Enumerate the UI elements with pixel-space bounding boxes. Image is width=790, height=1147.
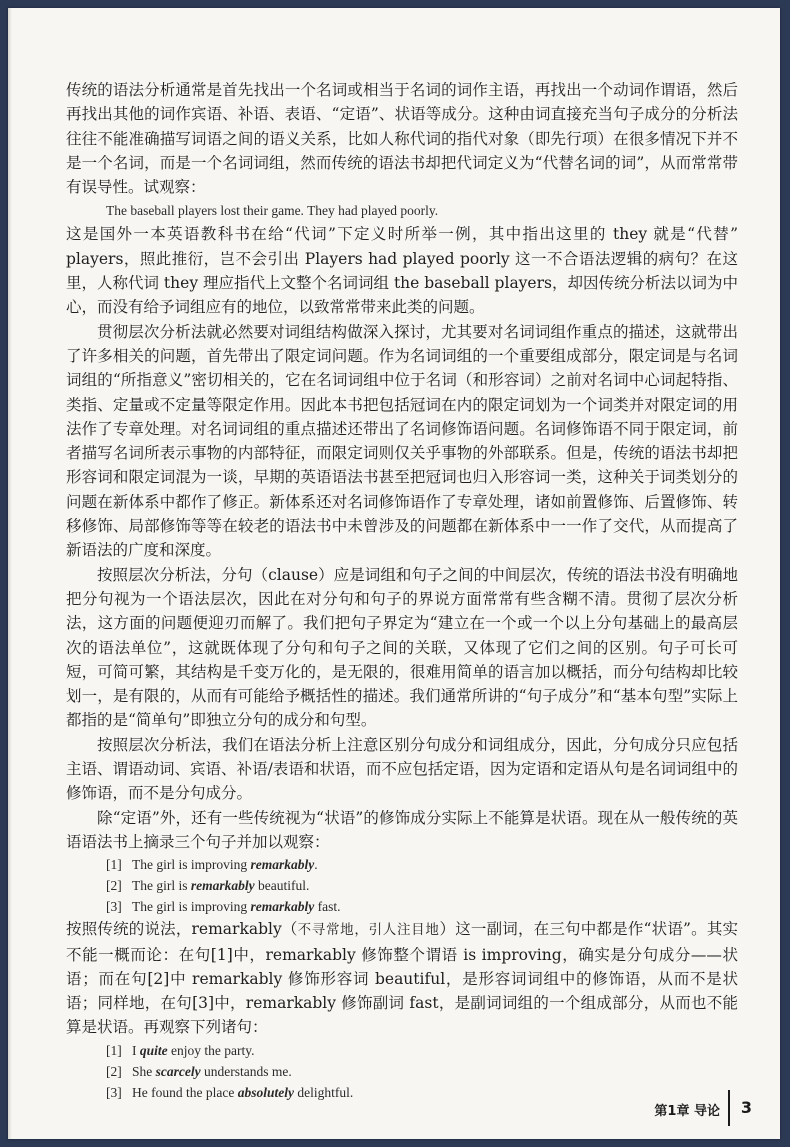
example-text: fast.	[314, 899, 341, 915]
example-number: [3]	[106, 899, 122, 915]
example-number: [2]	[106, 878, 122, 894]
chapter-title: 第1章 导论	[654, 1104, 720, 1119]
example-emphasis: remarkably	[250, 899, 315, 915]
paragraph-6: 除“定语”外，还有一些传统视为“状语”的修饰成分实际上不能算是状语。现在从一般传统的英语语法书上摘录三个句子并加以观察：	[66, 808, 738, 851]
example-number: [2]	[106, 1063, 122, 1079]
paragraph-3: 贯彻层次分析法就必然要对词组结构做深入探讨，尤其要对名词词组作重点的描述，这就带出了许多相关的问题，首先带出了限定词问题。作为名词词组的一个重要组成部分，限定词是与名词词组的“所指意义”密切相关的，它在名词词组中位于名词（和形容词）之前对名词中心词起特指、类指、定量或不定量等限定作用。因此本书把包括冠词在内的限定词划为一个词类并对限定词的用法作了专章处理。对名词词组的重点描述还带出了名词修饰语问题。名词修饰语不同于限定词，前者描写名词所表示事物的内部特征，而限定词则仅关乎事物的外部联系。但是，传统的语法书却把形容词和限定词混为一谈，早期的英语语法书甚至把冠词也归入形容词一类，这种关于词类划分的问题在新体系中都作了修正。新体系还对名词修饰语作了专章处理，诸如前置修饰、后置修饰、转移修饰、局部修饰等等在较老的语法书中未曾涉及的问题都在新体系中一一作了交代，从而提高了新语法的广度和深度。	[66, 322, 738, 560]
example-item	[66, 854, 738, 875]
paragraph-2: 这是国外一本英语教科书在给“代词”下定义时所举一例，其中指出这里的 they 就是“代替” players，照此推衍，岂不会引出 Players had played poorly 这一不合语法逻辑的病句？在这里，人称代词 they 理应指代上文整个名词词组 the baseball players，却因传统分析法以词为中心，而没有给予词组应有的地位，以致常常带来此类的问题。	[66, 225, 738, 317]
example-text: The girl is improving	[132, 899, 251, 915]
example-text: .	[314, 857, 318, 873]
binding-edge	[8, 8, 12, 1139]
page-footer	[8, 1088, 780, 1128]
paragraph-7-text: ）这一副词，在三句中都是作“状语”。其实不能一概而论：在句[1]中，remarkably 修饰整个谓语 is improving，确实是分句成分——状语；而在句[2]中 remarkably 修饰形容词 beautiful，是形容词词组中的修饰语，从而不是状语；同样地，在句[3]中，remarkably 修饰副词 fast，是副词词组的一个组成部分，从而也不能算是状语。再观察下列诸句：	[66, 920, 739, 1037]
example-text: He found the place	[132, 1084, 238, 1100]
paragraph-4: 按照层次分析法，分句（clause）应是词组和句子之间的中间层次，传统的语法书没有明确地把分句视为一个语法层次，因此在对分句和句子的界说方面常常有些含糊不清。贯彻了层次分析法，这方面的问题便迎刃而解了。我们把句子界定为“建立在一个或一个以上分句基础上的最高层次的语法单位”，这就既体现了分句和句子之间的关联，又体现了它们之间的区别。句子可长可短，可简可繁，其结构是千变万化的，是无限的，很难用简单的语言加以概括，而分句结构却比较划一，是有限的，从而有可能给予概括性的描述。我们通常所讲的“句子成分”和“基本句型”实际上都指的是“简单句”即独立分句的成分和句型。	[66, 565, 738, 730]
example-item	[66, 896, 738, 917]
gloss-text: 不寻常地，引人注目地	[297, 922, 440, 939]
example-list-1	[66, 854, 738, 917]
example-text: delightful.	[293, 1084, 354, 1100]
paragraph-7-text: 按照传统的说法，remarkably（	[66, 920, 298, 939]
example-emphasis: quite	[139, 1042, 168, 1058]
example-number: [3]	[106, 1084, 122, 1100]
example-text: I	[132, 1042, 140, 1058]
example-item	[66, 1061, 738, 1082]
example-text: enjoy the party.	[167, 1042, 255, 1058]
example-text: The girl is improving	[132, 857, 251, 873]
example-text: understands me.	[200, 1063, 292, 1079]
example-text: beautiful.	[254, 878, 310, 894]
example-text: She	[132, 1063, 156, 1079]
example-emphasis: remarkably	[190, 878, 255, 894]
footer-divider	[728, 1090, 730, 1126]
page-number: 3	[740, 1098, 752, 1117]
example-emphasis: remarkably	[250, 857, 315, 873]
paragraph-7	[66, 917, 738, 1039]
paragraph-1: 传统的语法分析通常是首先找出一个名词或相当于名词的词作主语，再找出一个动词作谓语，然后再找出其他的词作宾语、补语、表语、“定语”、状语等成分。这种由词直接充当句子成分的分析法往往不能准确描写词语之间的语义关系，比如人称代词的指代对象（即先行项）在很多情况下并不是一个名词，而是一个名词词组，然而传统的语法书却把代词定义为“代替名词的词”，从而常常带有误导性。试观察：	[66, 81, 738, 197]
book-page	[8, 8, 780, 1139]
example-item	[66, 875, 738, 896]
example-sentence: The baseball players lost their game. They had played poorly.	[106, 203, 439, 219]
example-text: The girl is	[132, 878, 191, 894]
paragraph-5: 按照层次分析法，我们在语法分析上注意区别分句成分和词组成分，因此，分句成分只应包括主语、谓语动词、宾语、补语/表语和状语，而不应包括定语，因为定语和定语从句是名词词组中的修饰语，而不是分句成分。	[66, 735, 738, 803]
example-number: [1]	[106, 1042, 122, 1058]
page-body	[66, 78, 738, 1103]
example-number: [1]	[106, 857, 122, 873]
example-emphasis: scarcely	[155, 1063, 201, 1079]
example-emphasis: absolutely	[237, 1084, 294, 1100]
example-item	[66, 1040, 738, 1061]
